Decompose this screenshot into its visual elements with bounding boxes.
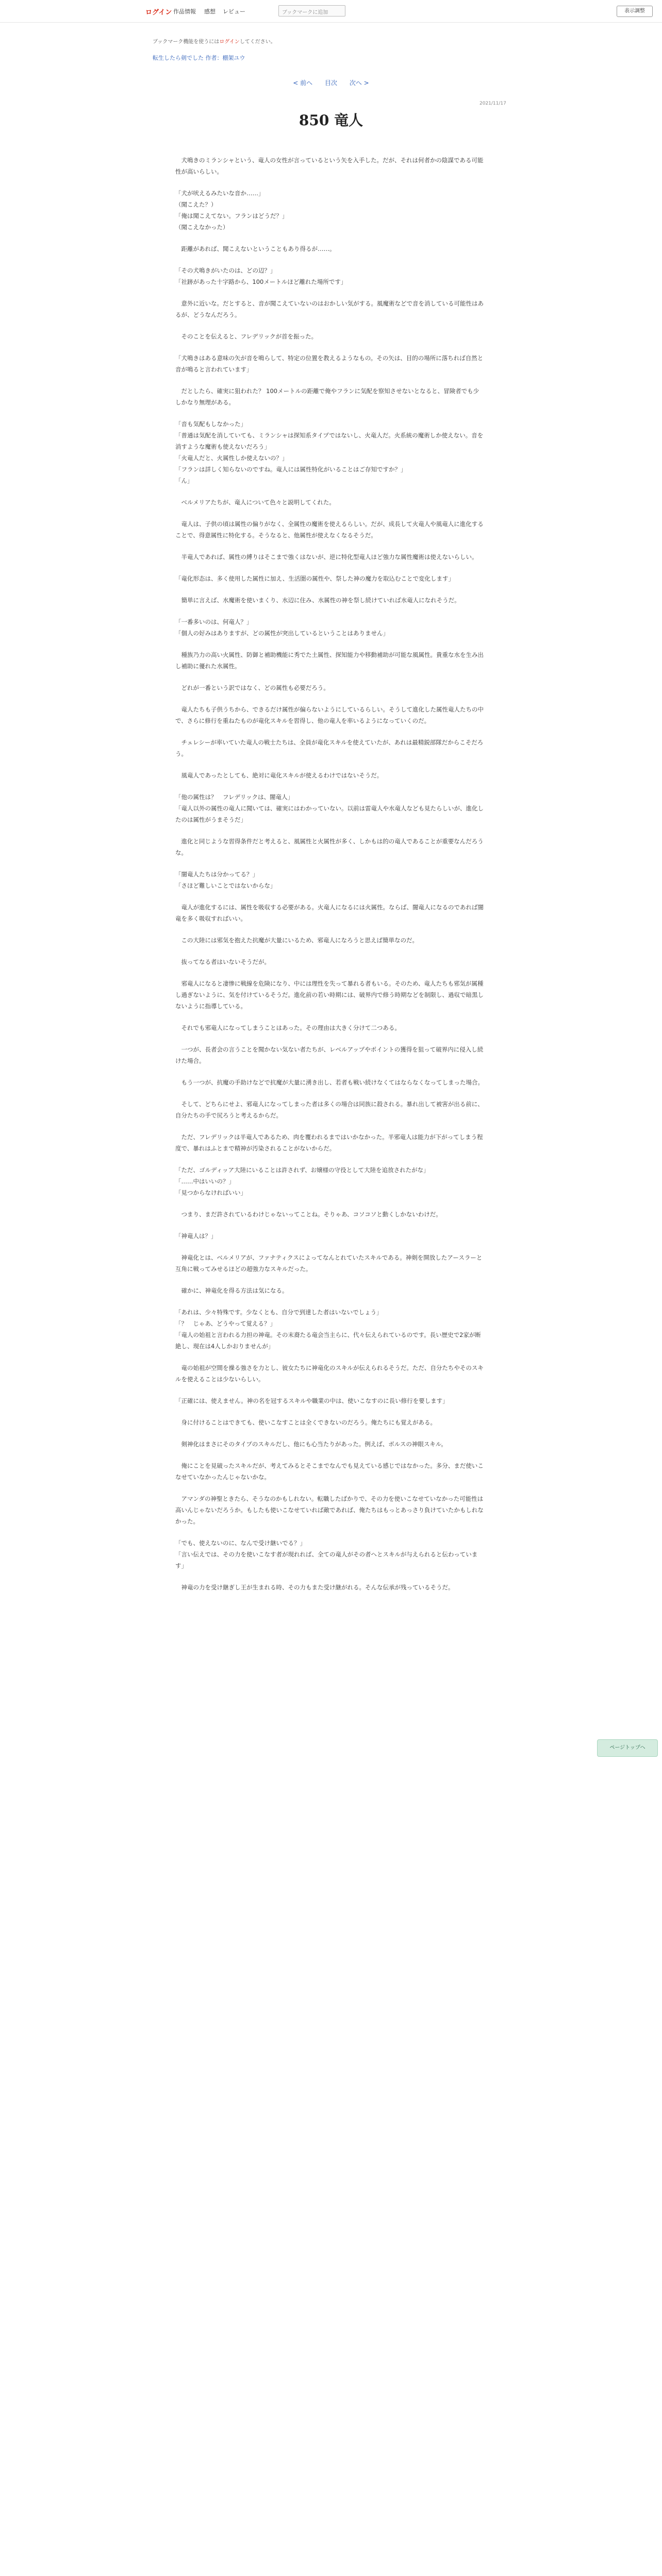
display-settings-button[interactable]: 表示調整: [617, 6, 653, 17]
chapter-body: [175, 155, 485, 1603]
bookmark-search-input[interactable]: ブックマークに追加: [278, 5, 345, 16]
body-paragraph: 抜ってなる者はいないそうだが。: [175, 958, 270, 965]
body-paragraph: 竜人は、子供の頃は属性の偏りがなく、全属性の魔術を使えるらしい。だが、成長して火竜人や風竜人に進化することで、得意属性に特化する。そうなると、他属性が使えなくなるそうだ。: [175, 520, 484, 539]
body-paragraph: 半竜人であれば、属性の縛りはそこまで強くはないが、逆に特化型竜人ほど強力な属性魔術は使えないらしい。: [175, 553, 478, 561]
body-paragraph: 剣神化はまさにそのタイプのスキルだし、他にも心当たりがあった。例えば、ボルスの神眼スキル。: [175, 1440, 447, 1448]
body-paragraph: 俺にことを見破ったスキルだが、考えてみるとそこまでなんでも見えている感じではなかった。多分、まだ使いこなせていなかったんじゃないかな。: [175, 1462, 484, 1481]
post-date: 2021/11/17: [479, 101, 506, 106]
body-paragraph: 「でも、使えないのに、なんで受け継いでる？」 「言い伝えでは、その力を使いこなす者が現れれば、全ての竜人がその者へとスキルが与えられると伝わっています」: [175, 1539, 478, 1569]
body-paragraph: 「犬が吠えるみたいな音か……」 （聞こえた？） 「俺は聞こえてない。フランはどうだ？」 （聞こえなかった）: [175, 190, 288, 231]
body-paragraph: 「ただ、ゴルディッア大陸にいることは許されず、お嬢様の守役として大陸を追放されたがな」 「……中はいいの？」 「見つからなければいい」: [175, 1166, 429, 1196]
body-paragraph: 「竜化形态は、多く使用した属性に加え、生活圏の属性や、祭した神の魔力を取込むことで変化します」: [175, 575, 454, 582]
body-paragraph: 神竜化とは、ベルメリアが、ファナティクスによってなんとれていたスキルである。神剣を開放したアースラーと互角に戦ってみせるほどの超強力なスキルだった。: [175, 1254, 483, 1273]
body-paragraph: この大陸には邪気を抱えた抗魔が大量にいるため、邪竜人になろうと思えば簡単なのだ。: [175, 937, 419, 944]
body-paragraph: 一つが、長者会の言うことを聞かない気ない者たちが、レベルアップやポイントの獲得を狙って破界内に侵入し続けた場合。: [175, 1046, 484, 1064]
body-paragraph: 竜人が進化するには、属性を吸収する必要がある。火竜人になるには火属性。ならば、闇竜人になるのであれば闇竜を多く吸収すればいい。: [175, 904, 484, 922]
nav-link-impressions[interactable]: 感想: [204, 8, 216, 15]
body-paragraph: 犬鳴きのミランシャという、竜人の女性が言っているという矢を入手した。だが、それは何者かの陰謀である可能性が高いらしい。: [175, 157, 484, 175]
body-paragraph: 神竜の力を受け継ぎし王が生まれる時、その力もまた受け継がれる。そんな伝承が残っているそうだ。: [175, 1584, 454, 1591]
prev-link[interactable]: < 前へ: [293, 79, 313, 87]
bookmark-login-link[interactable]: ログイン: [219, 39, 240, 45]
body-paragraph: 邪竜人になると凄惨に戦線を危険になり、中には理性を失って暴れる者もいる。そのため、竜人たちも邪気が属種し過ぎないように、気を付けているそうだ。進化前の若い時期には、破界内で修う時期などを制限し、過収で暗黒しないように指導している。: [175, 980, 484, 1010]
body-paragraph: 竜の始祖が空間を操る強さを力とし、彼女たちに神竜化のスキルが伝えられるそうだ。ただ、自分たちやそのスキルを使えることは少ないらしい。: [175, 1364, 484, 1383]
body-paragraph: 距離があれば、聞こえないということもあり得るが……。: [175, 245, 336, 252]
toc-link[interactable]: 目次: [324, 79, 337, 87]
bookmark-notice: ブックマーク機能を使うにはログインしてください。: [153, 39, 276, 45]
body-paragraph: そして、どちらにせよ、邪竜人になってしまった者は多くの場合は同族に殺される。暴れ出して被害が出る前に、自分たちの手で尻ろうと考えるからだ。: [175, 1100, 484, 1119]
top-nav: [0, 0, 662, 23]
body-paragraph: アマンダの神聖ときたら、そうなのかもしれない。転職したばかりで、その力を使いこなせていなかった可能性は高いんじゃないだろうか。もしたも使いこなせていれば敵であれば、俺たちはもっとあっさり負けていたかもしれなかった。: [175, 1495, 484, 1525]
body-paragraph: 簡単に言えば、水魔術を使いまくり、水辺に住み、水属性の神を祭し続けていれば水竜人になれそうだ。: [175, 597, 460, 604]
body-paragraph: 竜人たちも子供うちから、できるだけ属性が偏らないようにしているらしい。そうして進化した属性竜人たちの中で、さらに修行を重ねたものが竜化スキルを習得し、他の竜人を率いるようになっていくのだ。: [175, 706, 484, 724]
body-paragraph: チェレシーが率いていた竜人の戦士たちは、全員が竜化スキルを使えていたが、あれは最精鋭部隊だからこそだろう。: [175, 739, 484, 757]
body-paragraph: 「闇竜人たちは分かってる？」 「さほど難しいことではないからな」: [175, 871, 276, 889]
page-top-button[interactable]: ページトップへ: [597, 1739, 658, 1757]
body-paragraph: だとしたら、確実に狙われた？ 100メートルの距離で俺やフランに気配を察知させないとなると、冒険者でも少しかなり無理がある。: [175, 387, 479, 406]
body-paragraph: そのことを伝えると、フレデリックが首を振った。: [175, 333, 318, 340]
body-paragraph: 「一番多いのは、何竜人？」 「個人の好みはありますが、どの属性が突出しているということはありません」: [175, 618, 389, 637]
body-paragraph: 進化と同じような習得条件だと考えると、風属性と火属性が多く、しかもは的の竜人であることが重要なんだろうな。: [175, 838, 484, 856]
body-paragraph: 意外に近いな。だとすると、音が聞こえていないのはおかしい気がする。風魔術などで音を消している可能性はあるが、どうなんだろう。: [175, 300, 484, 318]
body-paragraph: もう一つが、抗魔の手助けなどで抗魔が大量に湧き出し、若者も戦い続けなくてはならなくなってしまった場合。: [175, 1079, 484, 1086]
body-paragraph: 確かに、神竜化を得る方法は気になる。: [175, 1287, 288, 1294]
body-paragraph: 「他の属性は？ フレデリックは、闇竜人」 「竜人以外の属性の竜人に聞いては、確実にはわかっていない。以前は雷竜人や水竜人なども見たらしいが、進化したのは属性がうまそうだ」: [175, 793, 484, 823]
body-paragraph: ベルメリアたちが、竜人について色々と説明してくれた。: [175, 499, 335, 506]
body-paragraph: それでも邪竜人になってしまうことはあった。その理由は大きく分けて二つある。: [175, 1024, 401, 1031]
chapter-title: 850 竜人: [299, 112, 363, 129]
next-link[interactable]: 次へ >: [349, 79, 369, 87]
body-paragraph: つまり、まだ許されているわけじゃないってことね。そりゃあ、コソコソと動くしかないわけだ。: [175, 1211, 442, 1218]
login-link[interactable]: ログイン: [145, 9, 172, 16]
body-paragraph: 「犬鳴きはある意味の矢が音を鳴らして、特定の位置を教えるようなもの。その矢は、目的の場所に落ちれば自然と音が鳴ると言われています」: [175, 354, 484, 373]
pager-top: [0, 78, 662, 87]
body-paragraph: 「正確には、使えません。神の名を冠するスキルや職業の中は、使いこなすのに長い修行を要します」: [175, 1397, 449, 1404]
nav-link-reviews[interactable]: レビュー: [223, 8, 245, 15]
body-paragraph: 「神竜人は？」: [175, 1232, 217, 1240]
body-paragraph: 身に付けることはできても、使いこなすことは全くできないのだろう。俺たちにも覚えがある。: [175, 1419, 436, 1426]
body-paragraph: 「音も気配もしなかった」 「普通は気配を消していても、ミランシャは探知系タイプではないし、火竜人だ。火系統の魔術しか使えない。音を消すような魔術も使えないだろう」 「火竜人だと、火属性しか使えないの？」 「フランは詳しく知らないのですね。竜人には属性特化がいることはご存知ですか？」 「ん」: [175, 420, 484, 484]
body-paragraph: ただ、フレデリックは半竜人であるため、肉を覆われるまではいかなかった。半邪竜人は能力が下がってしまう程度で、暴れはふとまで精神が汚染されることがないからだ。: [175, 1133, 483, 1152]
nav-link-info[interactable]: 作品情報: [173, 8, 196, 15]
series-author-links[interactable]: 転生したら剣でした 作者：棚架ユウ: [153, 55, 245, 61]
body-paragraph: 種族乃力の高い火属性、防御と補助機能に秀でた土属性、探知能力や移動補助が可能な風属性。貴重な水を生み出し補助に優れた水属性。: [175, 651, 484, 670]
body-paragraph: どれが一番という訳ではなく、どの属性も必要だろう。: [175, 684, 329, 691]
body-paragraph: 風竜人であったとしても、絶対に竜化スキルが使えるわけではないそうだ。: [175, 772, 383, 779]
body-paragraph: 「あれは、少々特殊です。少なくとも、自分で到達した者はいないでしょう」 「？ じゃあ、どうやって覚える？」 「竜人の始祖と言われる力担の神竜。その末裔たる竜会当主らに、代々伝えられているのです。長い歴史で2家が断絶し、現在は4人しかおりませんが」: [175, 1309, 481, 1350]
body-paragraph: 「その犬鳴きがいたのは、どの辺？」 「社跡があった十字路から、100メートルほど離れた場所です」: [175, 267, 347, 285]
